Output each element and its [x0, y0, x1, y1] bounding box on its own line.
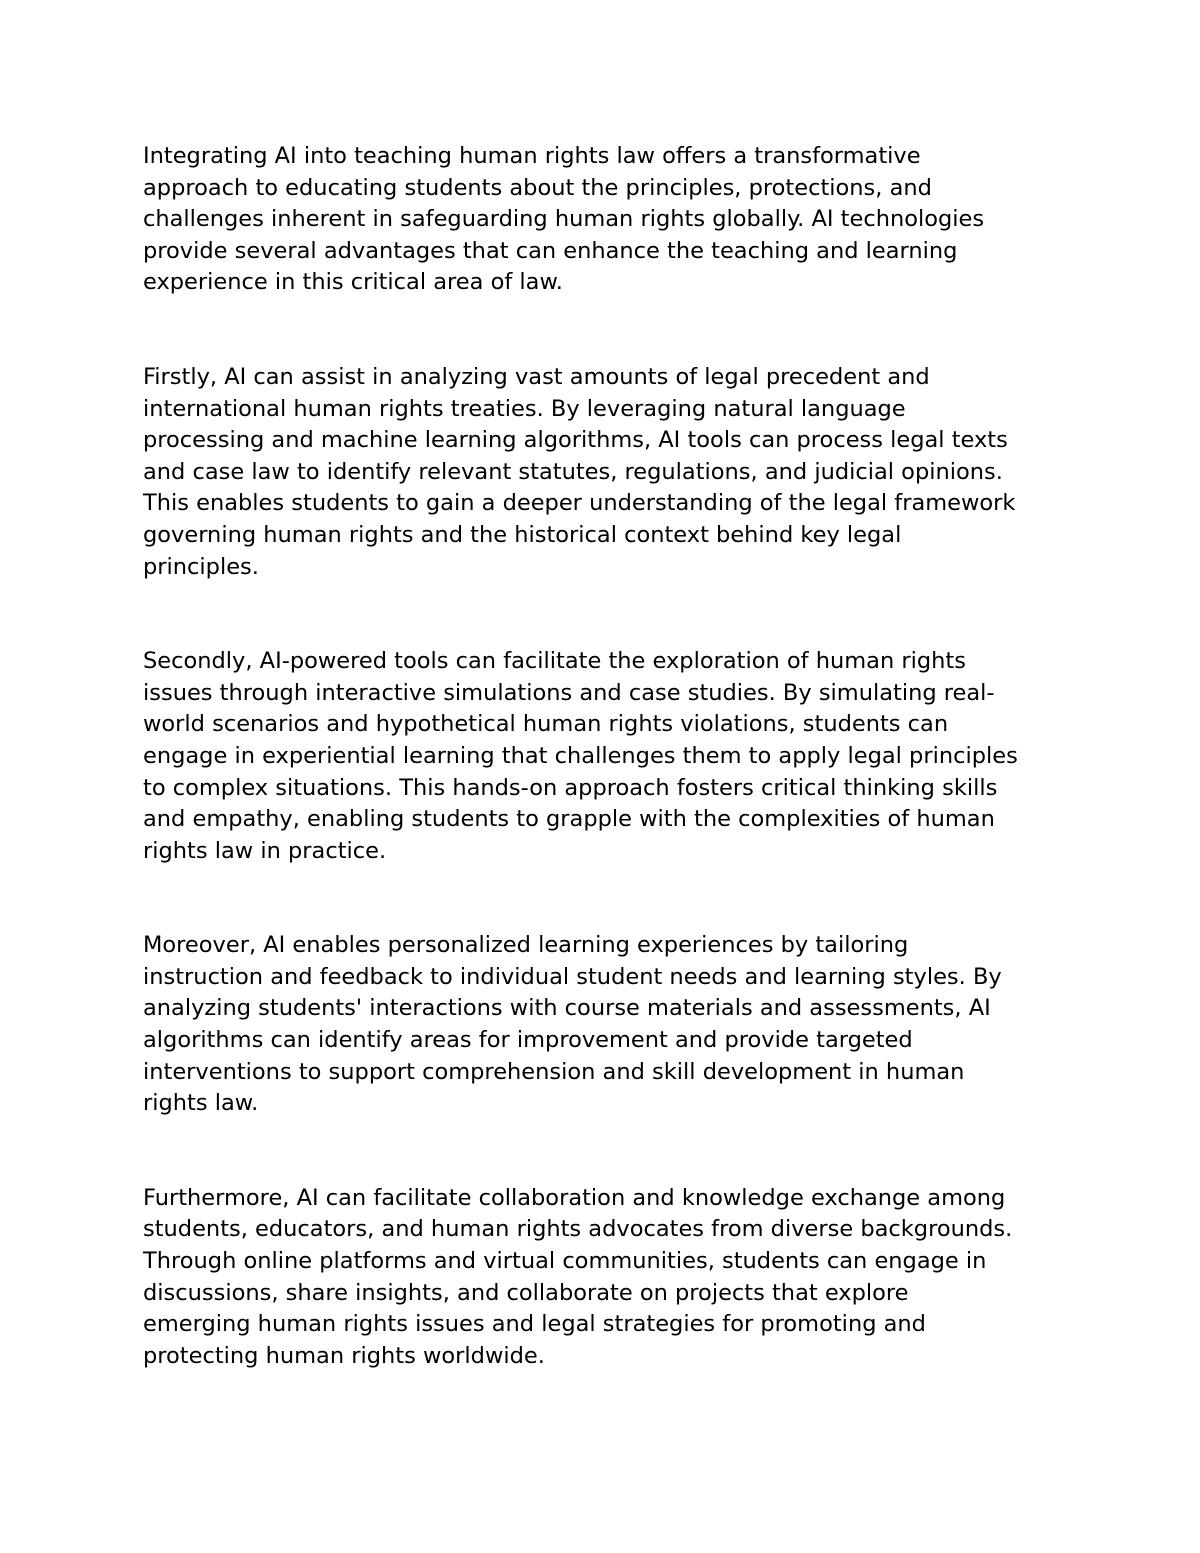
paragraph-line: and empathy, enabling students to grapple with the complexities of human — [143, 806, 995, 833]
paragraph-line: and case law to identify relevant statutes, regulations, and judicial opinions. — [143, 458, 1003, 485]
paragraph-line: issues through interactive simulations and case studies. By simulating real- — [143, 679, 995, 706]
paragraph-5 — [143, 1183, 1078, 1373]
paragraph-line: instruction and feedback to individual student needs and learning styles. By — [143, 963, 1002, 990]
paragraph-line: This enables students to gain a deeper understanding of the legal framework — [143, 490, 1016, 517]
document-body — [143, 141, 1078, 1435]
paragraph-line: engage in experiential learning that challenges them to apply legal principles — [143, 742, 1018, 769]
paragraph-line: principles. — [143, 553, 259, 580]
paragraph-line: to complex situations. This hands-on approach fosters critical thinking skills — [143, 774, 998, 801]
paragraph-line: provide several advantages that can enhance the teaching and learning — [143, 237, 958, 264]
paragraph-line: analyzing students' interactions with course materials and assessments, AI — [143, 995, 991, 1022]
paragraph-line: protecting human rights worldwide. — [143, 1342, 545, 1369]
paragraph-line: interventions to support comprehension and skill development in human — [143, 1058, 965, 1085]
paragraph-line: Furthermore, AI can facilitate collaboration and knowledge exchange among — [143, 1184, 1006, 1211]
paragraph-2 — [143, 362, 1078, 583]
paragraph-line: rights law. — [143, 1090, 259, 1117]
paragraph-line: Through online platforms and virtual communities, students can engage in — [143, 1248, 987, 1275]
paragraph-line: world scenarios and hypothetical human rights violations, students can — [143, 711, 949, 738]
paragraph-line: emerging human rights issues and legal strategies for promoting and — [143, 1311, 926, 1338]
paragraph-line: rights law in practice. — [143, 837, 387, 864]
paragraph-line: discussions, share insights, and collaborate on projects that explore — [143, 1279, 909, 1306]
paragraph-line: Firstly, AI can assist in analyzing vast amounts of legal precedent and — [143, 363, 930, 390]
paragraph-line: Secondly, AI-powered tools can facilitate the exploration of human rights — [143, 648, 966, 675]
paragraph-line: processing and machine learning algorithms, AI tools can process legal texts — [143, 427, 1008, 454]
paragraph-line: Moreover, AI enables personalized learning experiences by tailoring — [143, 932, 909, 959]
paragraph-1 — [143, 141, 1078, 299]
paragraph-line: international human rights treaties. By leveraging natural language — [143, 395, 906, 422]
paragraph-line: students, educators, and human rights advocates from diverse backgrounds. — [143, 1216, 1013, 1243]
paragraph-line: approach to educating students about the principles, protections, and — [143, 174, 932, 201]
paragraph-line: Integrating AI into teaching human rights law offers a transformative — [143, 143, 921, 169]
paragraph-3 — [143, 646, 1078, 867]
paragraph-line: governing human rights and the historical context behind key legal — [143, 521, 902, 548]
paragraph-4 — [143, 930, 1078, 1120]
paragraph-line: algorithms can identify areas for improvement and provide targeted — [143, 1027, 913, 1054]
paragraph-line: challenges inherent in safeguarding human rights globally. AI technologies — [143, 206, 985, 233]
paragraph-line: experience in this critical area of law. — [143, 269, 563, 296]
